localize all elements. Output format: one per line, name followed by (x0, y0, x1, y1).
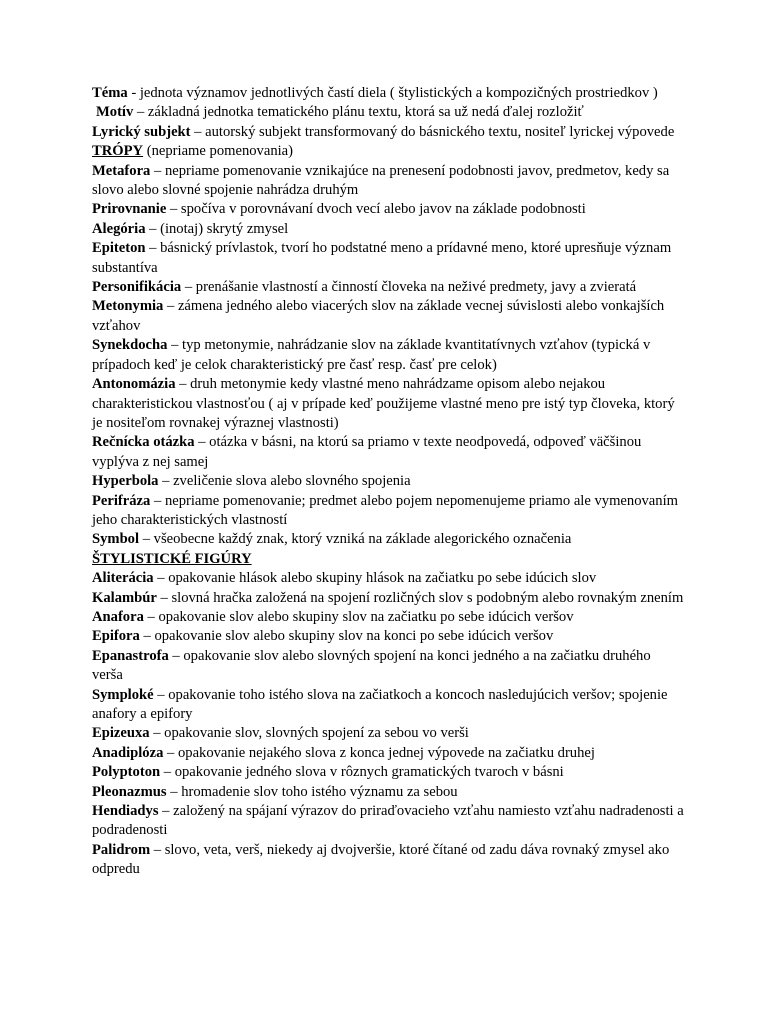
entry-alegoria (92, 220, 684, 239)
definition: – opakovanie slov, slovných spojení za sebou vo verši (149, 725, 469, 742)
term: Epifora (92, 628, 140, 645)
definition: – opakovanie jedného slova v rôznych gramatických tvaroch v básni (160, 764, 564, 781)
section-heading-tropy (92, 142, 684, 161)
entry-metafora (92, 162, 684, 201)
definition: – typ metonymie, nahrádzanie slov na základe kvantitatívnych vzťahov (typická v prípadoch keď je celok charakteristický pre časť resp. časť pre celok) (92, 337, 651, 373)
definition: – slovná hračka založená na spojení rozličných slov s podobným alebo rovnakým znením (156, 589, 684, 606)
term: Epanastrofa (92, 647, 169, 664)
entry-perifraza (92, 492, 684, 531)
document-page (92, 84, 684, 880)
entry-epizeuxa (92, 724, 684, 743)
entry-epifora (92, 627, 684, 646)
term: Pleonazmus (92, 783, 167, 800)
definition: – básnický prívlastok, tvorí ho podstatné meno a prídavné meno, ktoré upresňuje význam substantíva (92, 240, 672, 276)
term: Palidrom (92, 841, 151, 858)
entry-kalambur (92, 589, 684, 608)
entry-symploke (92, 686, 684, 725)
entry-epanastrofa (92, 647, 684, 686)
term: Anadiplóza (92, 744, 164, 761)
definition: – autorský subjekt transformovaný do básnického textu, nositeľ lyrickej výpovede (190, 123, 675, 140)
term: Hendiadys (92, 803, 159, 820)
term: Prirovnanie (92, 201, 167, 218)
entry-prirovnanie (92, 200, 684, 219)
entry-synekdocha (92, 336, 684, 375)
term: Metafora (92, 162, 151, 179)
definition: – otázka v básni, na ktorú sa priamo v texte neodpovedá, odpoveď väčšinou vyplýva z nej samej (92, 434, 642, 470)
entry-anadiploza (92, 744, 684, 763)
entry-recnicka-otazka (92, 433, 684, 472)
entry-lyricky-subjekt (92, 123, 684, 142)
definition: – hromadenie slov toho istého významu za sebou (166, 783, 458, 800)
definition: – spočíva v porovnávaní dvoch vecí alebo javov na základe podobnosti (166, 201, 586, 218)
definition: – druh metonymie kedy vlastné meno nahrádzame opisom alebo nejakou charakteristickou vlastnosťou ( aj v prípade keď použijeme vlastné meno pre istý typ človeka, ktorý je nositeľom rovnakej výraznej vlastnosti) (92, 376, 675, 431)
term: Personifikácia (92, 279, 182, 296)
definition: – opakovanie toho istého slova na začiatkoch a koncoch nasledujúcich veršov; spojenie anafory a epifory (92, 686, 668, 722)
section-heading: ŠTYLISTICKÉ FIGÚRY (92, 550, 252, 567)
definition: – všeobecne každý znak, ktorý vzniká na základe alegorického označenia (139, 531, 572, 548)
section-heading: TRÓPY (92, 143, 144, 160)
term: Alegória (92, 220, 146, 237)
definition: – opakovanie slov alebo skupiny slov na konci po sebe idúcich veršov (139, 628, 554, 645)
definition: – zámena jedného alebo viacerých slov na základe vecnej súvislosti alebo vonkajších vzťahov (92, 298, 665, 334)
term: Epiteton (92, 240, 146, 257)
definition: – opakovanie slov alebo slovných spojení na konci jedného a na začiatku druhého verša (92, 647, 651, 684)
term: Anafora (92, 608, 144, 625)
term: Perifráza (92, 492, 151, 509)
term: Lyrický subjekt (92, 123, 191, 140)
entry-aliteracia (92, 569, 684, 588)
term: Téma (92, 85, 128, 101)
entry-anafora (92, 608, 684, 627)
entry-palidrom (92, 841, 684, 880)
heading-note: (nepriame pomenovania) (143, 143, 294, 160)
definition: – opakovanie hlások alebo skupiny hlások na začiatku po sebe idúcich slov (153, 570, 597, 587)
entry-symbol (92, 530, 684, 549)
definition: – opakovanie nejakého slova z konca jednej výpovede na začiatku druhej (163, 744, 595, 761)
entry-metonymia (92, 297, 684, 336)
entry-epiteton (92, 239, 684, 278)
entry-motiv (92, 103, 684, 122)
term: Rečnícka otázka (92, 434, 195, 451)
term: Motív (96, 104, 134, 121)
term: Kalambúr (92, 589, 157, 606)
entry-hendiadys (92, 802, 684, 841)
term: Hyperbola (92, 473, 159, 490)
term: Synekdocha (92, 337, 168, 354)
entry-tema (92, 84, 684, 103)
definition: – nepriame pomenovanie; predmet alebo pojem nepomenujeme priamo ale vymenovaním jeho charakteristických vlastností (92, 492, 678, 528)
definition: - jednota významov jednotlivých častí diela ( štylistických a kompozičných prostriedkov ) (127, 85, 658, 101)
entry-pleonazmus (92, 783, 684, 802)
definition: – zveličenie slova alebo slovného spojenia (158, 473, 411, 490)
entry-hyperbola (92, 472, 684, 491)
term: Symbol (92, 531, 140, 548)
definition: – (inotaj) skrytý zmysel (145, 220, 289, 237)
term: Aliterácia (92, 570, 154, 587)
term: Polyptoton (92, 764, 161, 781)
entry-polyptoton (92, 763, 684, 782)
definition: – opakovanie slov alebo skupiny slov na začiatku po sebe idúcich veršov (143, 608, 574, 625)
definition: – základná jednotka tematického plánu textu, ktorá sa už nedá ďalej rozložiť (133, 104, 584, 121)
term: Antonomázia (92, 376, 176, 393)
entry-personifikacia (92, 278, 684, 297)
definition: – založený na spájaní výrazov do priraďovacieho vzťahu namiesto vzťahu nadradenosti a podradenosti (92, 803, 684, 839)
term: Symploké (92, 686, 154, 703)
term: Metonymia (92, 298, 164, 315)
entry-antonomazia (92, 375, 684, 433)
section-heading-stylisticke-figury (92, 550, 684, 569)
definition: – nepriame pomenovanie vznikajúce na prenesení podobnosti javov, predmetov, kedy sa slovo alebo slovné spojenie nahrádza druhým (92, 162, 670, 199)
definition: – prenášanie vlastností a činností človeka na neživé predmety, javy a zvieratá (181, 279, 637, 296)
term: Epizeuxa (92, 725, 150, 742)
definition: – slovo, veta, verš, niekedy aj dvojveršie, ktoré čítané od zadu dáva rovnaký zmysel ako odpredu (92, 841, 670, 878)
